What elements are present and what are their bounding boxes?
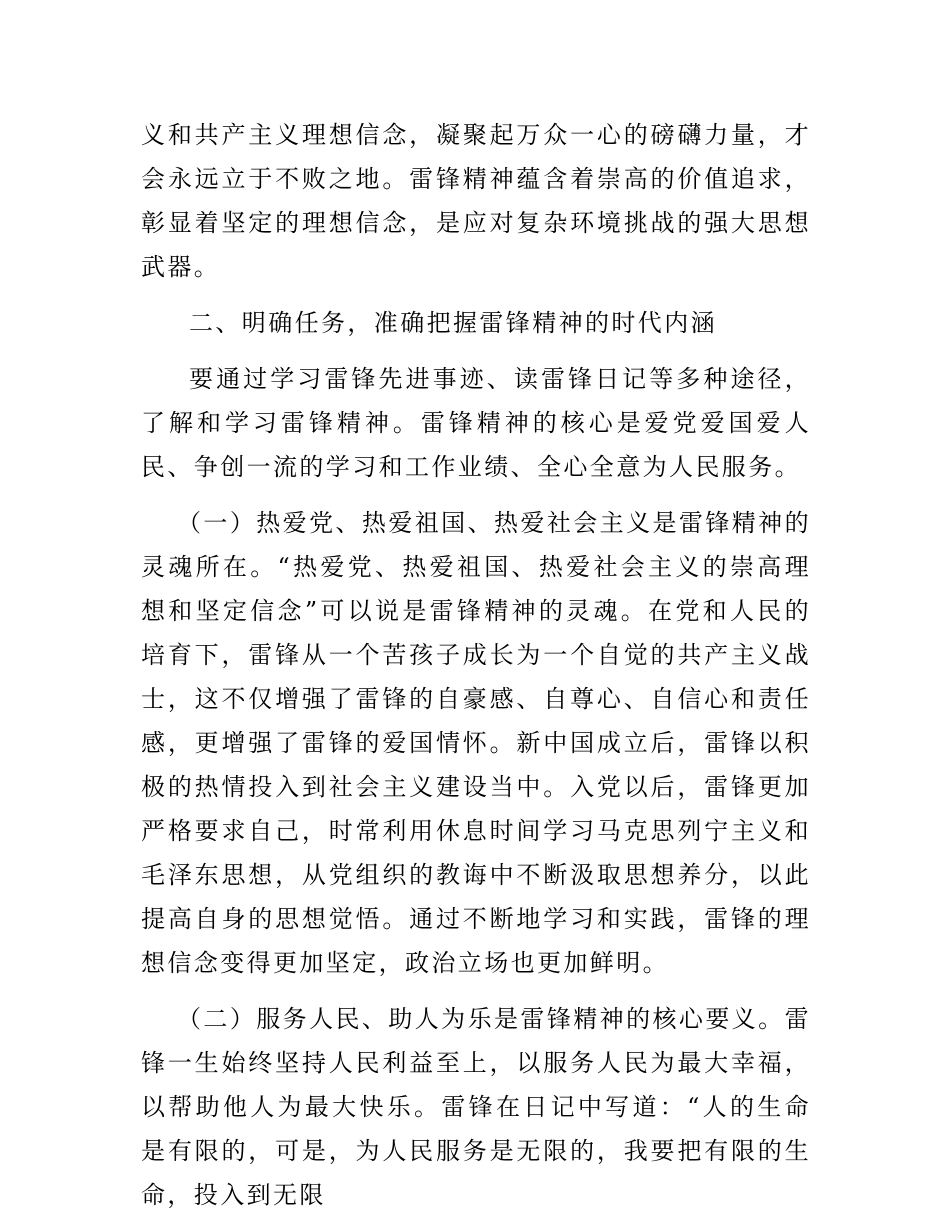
section-heading: 二、明确任务，准确把握雷锋精神的时代内涵 (189, 309, 717, 337)
paragraph-subsection-two: （二）服务人民、助人为乐是雷锋精神的核心要义。雷锋一生始终坚持人民利益至上，以服务人民为最大幸福，以帮助他人为最大快乐。雷锋在日记中写道：“人的生命是有限的，可是，为人民服务是无限的，我要把有限的生命，投入到无限 (141, 1005, 811, 1209)
paragraph-continuation: 义和共产主义理想信念，凝聚起万众一心的磅礴力量，才会永远立于不败之地。雷锋精神蕴含着崇高的价值追求，彰显着坚定的理想信念，是应对复杂环境挑战的强大思想武器。 (141, 121, 811, 281)
paragraph-subsection-one: （一）热爱党、热爱祖国、热爱社会主义是雷锋精神的灵魂所在。“热爱党、热爱祖国、热爱社会主义的崇高理想和坚定信念”可以说是雷锋精神的灵魂。在党和人民的培育下，雷锋从一个苦孩子成长为一个自觉的共产主义战士，这不仅增强了雷锋的自豪感、自尊心、自信心和责任感，更增强了雷锋的爱国情怀。新中国成立后，雷锋以积极的热情投入到社会主义建设当中。入党以后，雷锋更加严格要求自己，时常利用休息时间学习马克思列宁主义和毛泽东思想，从党组织的教诲中不断汲取思想养分，以此提高自身的思想觉悟。通过不断地学习和实践，雷锋的理想信念变得更加坚定，政治立场也更加鲜明。 (141, 509, 811, 977)
document-body (141, 113, 811, 1217)
paragraph-task-intro: 要通过学习雷锋先进事迹、读雷锋日记等多种途径，了解和学习雷锋精神。雷锋精神的核心是爱党爱国爱人民、争创一流的学习和工作业绩、全心全意为人民服务。 (141, 365, 811, 481)
